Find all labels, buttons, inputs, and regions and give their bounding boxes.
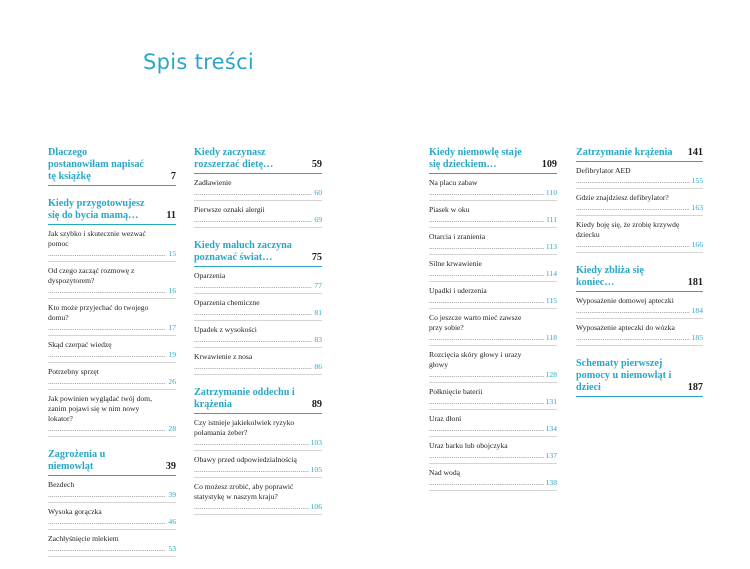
entry-title: Upadek z wysokości ..... — [194, 325, 322, 345]
entry-page-number: 134 — [545, 424, 557, 433]
toc-entry[interactable] — [194, 201, 322, 228]
toc-entry[interactable] — [576, 189, 703, 216]
toc-chapter — [48, 449, 176, 557]
entry-title: Skąd czerpać wiedzę ..... — [48, 340, 176, 360]
entry-page-number: 128 — [545, 370, 557, 379]
entry-page-number: 184 — [691, 306, 703, 315]
toc-entry[interactable] — [194, 414, 322, 451]
toc-chapter — [194, 387, 322, 515]
entry-page-number: 115 — [545, 296, 557, 305]
entry-title: Od czego zacząć rozmowę z dyspozytorem? ..... — [48, 266, 176, 296]
entry-page-number: 81 — [314, 308, 322, 317]
toc-entry[interactable] — [429, 255, 557, 282]
entry-page-number: 106 — [310, 502, 322, 511]
entry-page-number: 103 — [310, 438, 322, 447]
toc-entry[interactable] — [576, 162, 703, 189]
entry-page-number: 105 — [310, 465, 322, 474]
entry-page-number: 86 — [314, 362, 322, 371]
entry-title: Bezdech ..... — [48, 480, 176, 500]
entry-page-number: 19 — [168, 350, 176, 359]
toc-entry[interactable] — [48, 390, 176, 437]
entry-page-number: 69 — [314, 215, 322, 224]
entry-title: Krwawienie z nosa ..... — [194, 352, 322, 372]
entry-title: Co jeszcze warto mieć zawsze przy sobie? ..... — [429, 313, 557, 343]
chapter-title: Zatrzymanie krążenia — [576, 147, 673, 158]
entry-page-number: 15 — [168, 249, 176, 258]
toc-column-1 — [48, 147, 176, 569]
entry-page-number: 113 — [545, 242, 557, 251]
toc-entry[interactable] — [576, 319, 703, 346]
entry-title: Na placu zabaw ..... — [429, 178, 557, 198]
toc-entry[interactable] — [194, 174, 322, 201]
entry-page-number: 163 — [691, 203, 703, 212]
entry-page-number: 53 — [168, 544, 176, 553]
toc-entry[interactable] — [429, 201, 557, 228]
entry-title: Nad wodą ..... — [429, 468, 557, 488]
entry-page-number: 114 — [545, 269, 557, 278]
entry-page-number: 155 — [691, 176, 703, 185]
chapter-page-number: 109 — [541, 159, 557, 170]
entry-title: Otarcia i zranienia ..... — [429, 232, 557, 252]
toc-entry[interactable] — [429, 410, 557, 437]
toc-chapter — [576, 358, 703, 397]
toc-column-3 — [429, 147, 557, 503]
chapter-heading[interactable] — [429, 147, 557, 174]
entry-page-number: 185 — [691, 333, 703, 342]
entry-page-number: 46 — [168, 517, 176, 526]
chapter-heading[interactable] — [48, 198, 176, 225]
entry-title: Jak powinien wyglądać twój dom, zanim pojawi się w nim nowy lokator? ..... — [48, 394, 176, 434]
chapter-page-number: 59 — [311, 159, 322, 170]
toc-entry[interactable] — [429, 437, 557, 464]
entry-title: Piasek w oku ..... — [429, 205, 557, 225]
entry-title: Uraz barku lub obojczyka ..... — [429, 441, 557, 461]
entry-title: Kto może przyjechać do twojego domu? ..... — [48, 303, 176, 333]
chapter-title: Kiedy przygotowujesz się do bycia mamą… — [48, 198, 145, 221]
toc-chapter — [194, 240, 322, 375]
chapter-heading[interactable] — [194, 147, 322, 174]
toc-entry[interactable] — [576, 216, 703, 253]
chapter-heading[interactable] — [576, 147, 703, 162]
entry-title: Oparzenia chemiczne ..... — [194, 298, 322, 318]
toc-entry[interactable] — [194, 294, 322, 321]
entry-title: Obawy przed odpowiedzialnością ..... — [194, 455, 322, 475]
chapter-title: Zatrzymanie oddechu i krążenia — [194, 387, 295, 410]
entry-title: Co możesz zrobić, aby poprawić statystykę w naszym kraju? ..... — [194, 482, 322, 512]
chapter-title: Kiedy zaczynasz rozszerzać dietę… — [194, 147, 274, 170]
toc-entry[interactable] — [429, 464, 557, 491]
entry-title: Defibrylator AED ..... — [576, 166, 703, 186]
entry-title: Wysoka gorączka ..... — [48, 507, 176, 527]
entry-page-number: 166 — [691, 240, 703, 249]
entry-page-number: 77 — [314, 281, 322, 290]
toc-chapter — [576, 147, 703, 253]
toc-chapter — [48, 147, 176, 186]
entry-title: Upadki i uderzenia ..... — [429, 286, 557, 306]
toc-entry[interactable] — [194, 451, 322, 478]
entry-page-number: 26 — [168, 377, 176, 386]
chapter-page-number: 89 — [311, 399, 322, 410]
entry-title: Gdzie znajdziesz defibrylator? ..... — [576, 193, 703, 213]
toc-entry[interactable] — [194, 348, 322, 375]
entry-page-number: 28 — [168, 424, 176, 433]
chapter-heading[interactable] — [48, 147, 176, 186]
toc-entry[interactable] — [48, 530, 176, 557]
chapter-page-number: 11 — [166, 210, 176, 221]
entry-title: Silne krwawienie ..... — [429, 259, 557, 279]
toc-entry[interactable] — [576, 292, 703, 319]
chapter-heading[interactable] — [194, 240, 322, 267]
toc-column-4 — [576, 147, 703, 409]
chapter-title: Schematy pierwszej pomocy u niemowląt i dzieci — [576, 358, 672, 393]
chapter-page-number: 141 — [687, 147, 703, 158]
toc-entry[interactable] — [48, 262, 176, 299]
toc-entry[interactable] — [48, 363, 176, 390]
toc-entry[interactable] — [429, 228, 557, 255]
toc-entry[interactable] — [429, 174, 557, 201]
toc-entry[interactable] — [48, 476, 176, 503]
chapter-title: Dlaczego postanowiłam napisać tę książkę — [48, 147, 144, 182]
toc-entry[interactable] — [429, 282, 557, 309]
chapter-title: Kiedy niemowlę staje się dzieckiem… — [429, 147, 522, 170]
entry-title: Czy istnieje jakiekolwiek ryzyko połamania żeber? ..... — [194, 418, 322, 448]
chapter-page-number: 181 — [687, 277, 703, 288]
entry-page-number: 138 — [545, 478, 557, 487]
entry-title: Rozcięcia skóry głowy i urazy głowy ..... — [429, 350, 557, 380]
toc-entry[interactable] — [194, 321, 322, 348]
toc-chapter — [48, 198, 176, 437]
toc-entry[interactable] — [429, 383, 557, 410]
entry-page-number: 131 — [545, 397, 557, 406]
entry-title: Połknięcie baterii ..... — [429, 387, 557, 407]
entry-title: Zadławienie ..... — [194, 178, 322, 198]
toc-entry[interactable] — [429, 346, 557, 383]
toc-entry[interactable] — [48, 225, 176, 262]
toc-entry[interactable] — [194, 267, 322, 294]
entry-title: Zachłyśnięcie mlekiem ..... — [48, 534, 176, 554]
entry-page-number: 83 — [314, 335, 322, 344]
chapter-heading[interactable] — [576, 358, 703, 397]
chapter-title: Kiedy maluch zaczyna poznawać świat… — [194, 240, 292, 263]
entry-title: Uraz dłoni ..... — [429, 414, 557, 434]
chapter-page-number: 75 — [311, 252, 322, 263]
toc-entry[interactable] — [48, 336, 176, 363]
entry-title: Wyposażenie domowej apteczki ..... — [576, 296, 703, 316]
entry-page-number: 137 — [545, 451, 557, 460]
chapter-heading[interactable] — [48, 449, 176, 476]
entry-page-number: 110 — [545, 188, 557, 197]
entry-page-number: 111 — [546, 215, 557, 224]
entry-title: Potrzebny sprzęt ..... — [48, 367, 176, 387]
entry-page-number: 17 — [168, 323, 176, 332]
entry-page-number: 16 — [168, 286, 176, 295]
chapter-page-number: 7 — [170, 171, 176, 182]
entry-title: Kiedy boję się, że zrobię krzywdę dziecku ..... — [576, 220, 703, 250]
toc-chapter — [576, 265, 703, 346]
entry-page-number: 60 — [314, 188, 322, 197]
entry-title: Wyposażenie apteczki do wózka ..... — [576, 323, 703, 343]
entry-title: Oparzenia ..... — [194, 271, 322, 291]
entry-title: Jak szybko i skutecznie wezwać pomoc ..... — [48, 229, 176, 259]
page-title: Spis treści — [143, 50, 255, 74]
chapter-page-number: 187 — [687, 382, 703, 393]
chapter-heading[interactable] — [576, 265, 703, 292]
chapter-title: Zagrożenia u niemowląt — [48, 449, 106, 472]
toc-entry[interactable] — [48, 503, 176, 530]
chapter-title: Kiedy zbliża się koniec… — [576, 265, 644, 288]
entry-page-number: 118 — [545, 333, 557, 342]
entry-page-number: 39 — [168, 490, 176, 499]
toc-entry[interactable] — [429, 309, 557, 346]
toc-entry[interactable] — [48, 299, 176, 336]
toc-chapter — [429, 147, 557, 491]
toc-column-2 — [194, 147, 322, 527]
toc-chapter — [194, 147, 322, 228]
chapter-page-number: 39 — [165, 461, 176, 472]
chapter-heading[interactable] — [194, 387, 322, 414]
toc-entry[interactable] — [194, 478, 322, 515]
entry-title: Pierwsze oznaki alergii ..... — [194, 205, 322, 225]
